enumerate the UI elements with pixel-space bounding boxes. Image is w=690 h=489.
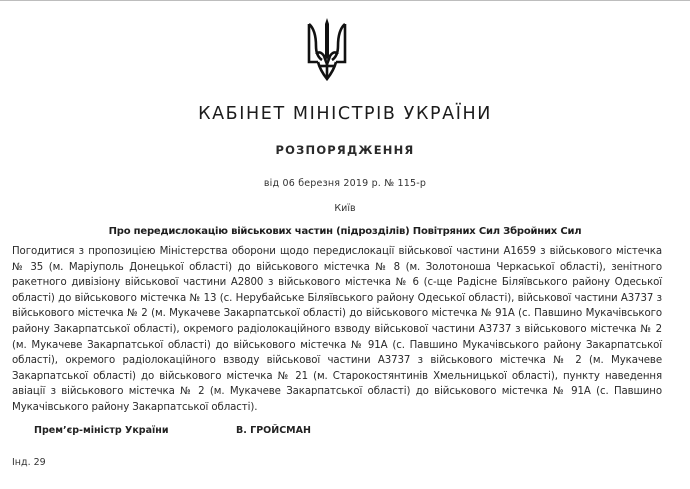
signatory-role: Прем’єр-міністр України — [34, 425, 169, 436]
document-type: РОЗПОРЯДЖЕННЯ — [275, 143, 415, 157]
document-subject: Про передислокацію військових частин (підрозділів) Повітряних Сил Збройних Сил — [108, 226, 582, 237]
document-date-number: від 06 березня 2019 р. № 115-р — [263, 178, 427, 189]
document-body: Погодитися з пропозицією Міністерства оборони щодо передислокації військової частини А1659 з військового містечка № 35 (м. Маріуполь Донецької області) до військового містечка № 8 (м. Золотоноша Черкаської області), зенітного ракетного дивізіону військової частини А2800 з військового містечка № 6 (с-ще Радісне Біляївського району Одеської області) до військового містечка № 13 (с. Нерубайське Біляївського району Одеської області), військової частини А3737 з військового містечка № 2 (м. Мукачеве Закарпатської області) до військового містечка № 91А (с. Павшино Мукачівського району Закарпатської області), окремого радіолокаційного взводу військової частини А3737 з військового містечка № 2 (м. Мукачеве Закарпатської області) до військового містечка № 91А (с. Павшино Мукачівського району Закарпатської області), окремого радіолокаційного взводу військової частини А3737 з військового містечка № 2 (м. Мукачеве Закарпатської області) до військового містечка № 21 (м. Старокостянтинів Хмельницької області), пункту наведення авіації з військового містечка № 2 (м. Мукачеве Закарпатської області) до військового містечка № 91А (с. Павшино Мукачівського району Закарпатської області). — [12, 246, 662, 413]
document-city: Київ — [334, 203, 356, 214]
document-index: Інд. 29 — [12, 457, 46, 468]
signatory-name: В. ГРОЙСМАН — [236, 425, 311, 436]
issuer-title: КАБІНЕТ МІНІСТРІВ УКРАЇНИ — [198, 104, 492, 124]
top-divider — [0, 0, 690, 1]
trident-emblem-icon — [306, 16, 348, 82]
